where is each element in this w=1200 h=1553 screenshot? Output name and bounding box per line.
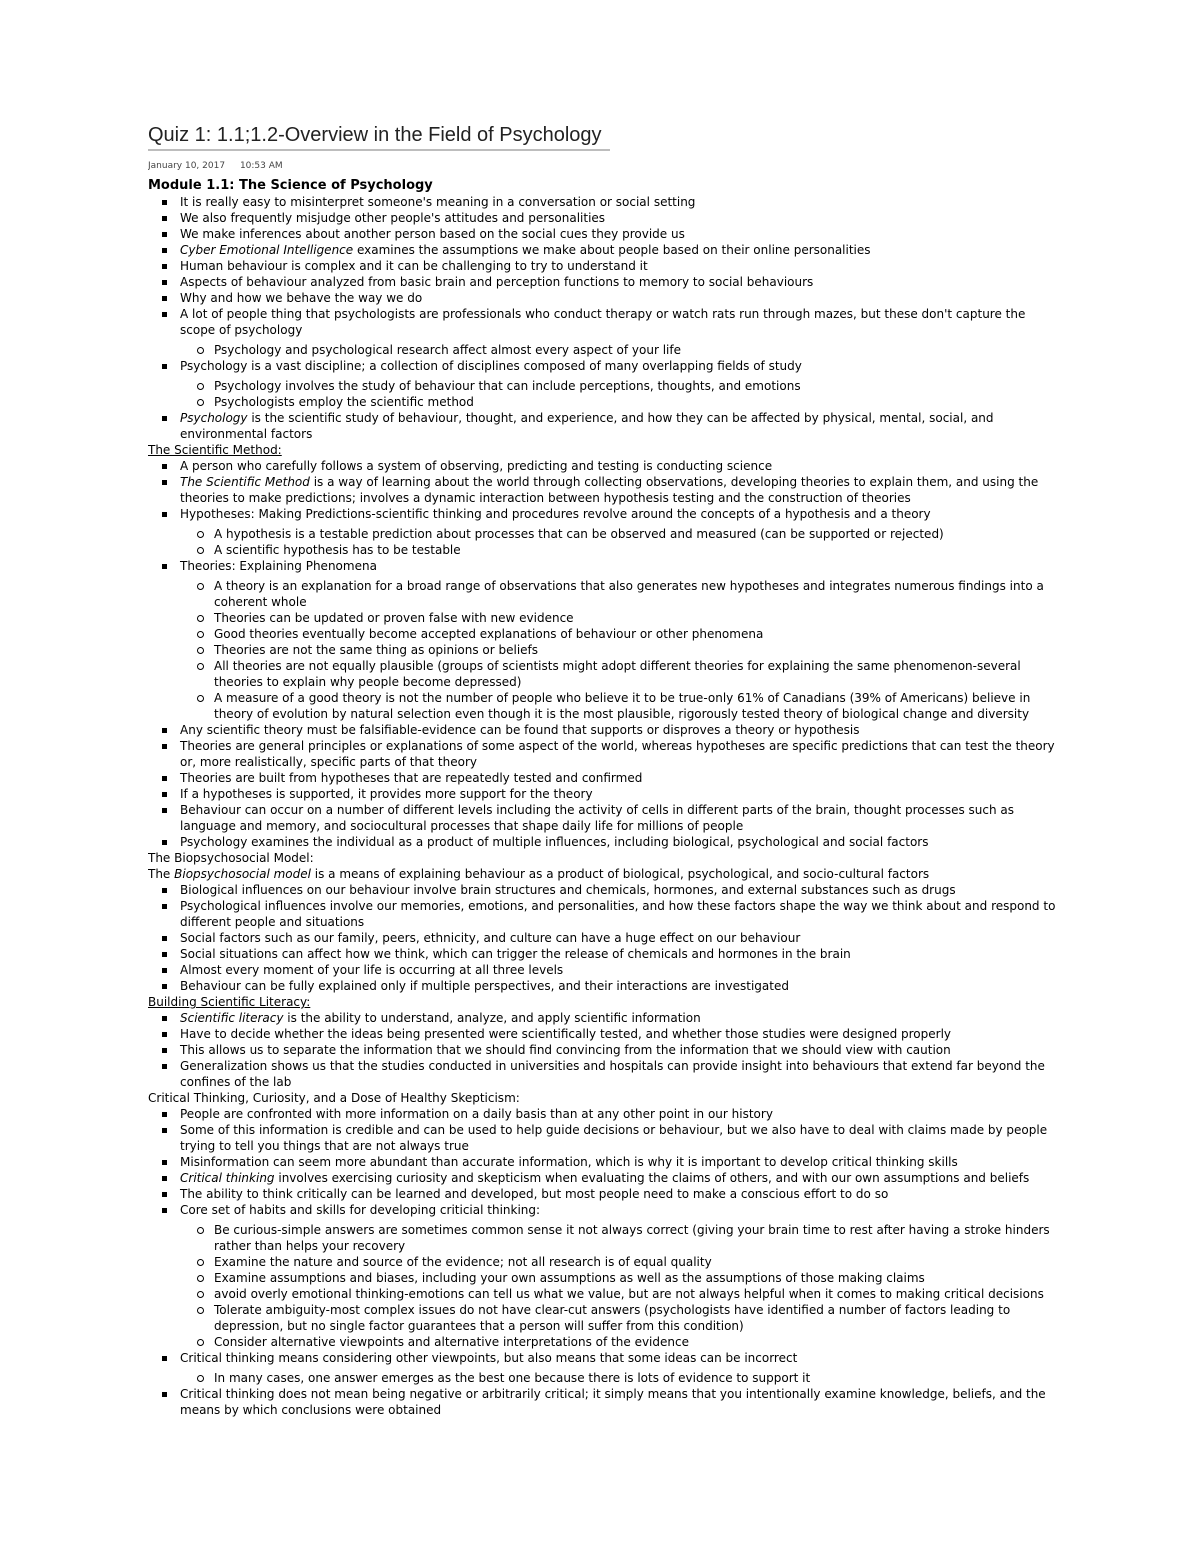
sub-list-line: In many cases, one answer emerges as the best one because there is lots of evidence to support it: [214, 1371, 811, 1385]
list-item: [148, 194, 1094, 210]
list-item-text: The ability to think critically can be learned and developed, but most people need to make a conscious effort to do so: [180, 1187, 889, 1201]
sub-list-item: [148, 1270, 1094, 1286]
def-text: is a means of explaining behaviour as a product of biological, psychological, and socio-cultural factors: [310, 867, 930, 881]
time-text: 10:53 AM: [239, 161, 283, 171]
list-item-text: is a way of learning about the world through collecting observations, developing theories to explain them, and using the: [309, 475, 1039, 489]
sub-list-item: [148, 1222, 1094, 1254]
sub-list-line: Psychology involves the study of behaviour that can include perceptions, thoughts, and emotions: [214, 379, 801, 393]
section-heading-scientific-method: The Scientific Method:: [148, 443, 282, 457]
list-item-continuation: language and memory, and sociocultural processes that shape daily life for millions of people: [180, 819, 744, 833]
sub-list-line: coherent whole: [214, 595, 307, 609]
emphasized-term: Psychology: [180, 411, 248, 425]
list-item-text: A lot of people thing that psychologists are professionals who conduct therapy or watch rats run through mazes, but these don't capture the: [180, 307, 1026, 321]
list-item: [148, 410, 1094, 442]
list-item: [148, 1058, 1094, 1090]
sub-list-item: [148, 378, 1094, 394]
list-item-text: Critical thinking does not mean being negative or arbitrarily critical; it simply means that you intentionally examine knowledge, beliefs, and the: [180, 1387, 1046, 1401]
sublist-container: [148, 1218, 1094, 1350]
sub-list: [148, 526, 1094, 558]
sublist-container: [148, 522, 1094, 558]
sublist-container: [148, 574, 1094, 722]
list-item-text: If a hypotheses is supported, it provides more support for the theory: [180, 787, 593, 801]
list-item: [148, 506, 1094, 522]
list-item-text: This allows us to separate the information that we should find convincing from the information that we should view with caution: [180, 1043, 951, 1057]
sub-list-line: A measure of a good theory is not the number of people who believe it to be true-only 61% of Canadians (39% of Americans) believe in: [214, 691, 1031, 705]
list-item-continuation: theories to make predictions; involves a dynamic interaction between hypothesis testing and the construction of theories: [180, 491, 911, 505]
sub-list: [148, 342, 1094, 358]
sub-list-item: [148, 526, 1094, 542]
section-heading-biopsychosocial: The Biopsychosocial Model:: [148, 851, 314, 865]
list-item: [148, 1386, 1094, 1418]
sub-list-line: A hypothesis is a testable prediction about processes that can be observed and measured (can be supported or rejected): [214, 527, 944, 541]
sub-list-item: [148, 394, 1094, 410]
sub-list-line: A theory is an explanation for a broad range of observations that also generates new hypotheses and integrates numerous findings into a: [214, 579, 1048, 593]
sub-list-item: [148, 1370, 1094, 1386]
list-item: [148, 770, 1094, 786]
emphasized-term: The Scientific Method: [180, 475, 310, 489]
list-item: [148, 458, 1094, 474]
list-item-text: Human behaviour is complex and it can be challenging to try to understand it: [180, 259, 648, 273]
sub-list-line: rather than helps your recovery: [214, 1239, 406, 1253]
list-item-text: Biological influences on our behaviour involve brain structures and chemicals, hormones, and external substances such as drugs: [180, 883, 956, 897]
list-item-text: Generalization shows us that the studies conducted in universities and hospitals can provide insight into behaviours that extend far beyond the: [180, 1059, 1045, 1073]
list-item-continuation: trying to tell you things that are not always true: [180, 1139, 469, 1153]
list-item-text: Have to decide whether the ideas being presented were scientifically tested, and whether those studies were designed properly: [180, 1027, 952, 1041]
list-item-text: Social situations can affect how we think, which can trigger the release of chemicals and hormones in the brain: [180, 947, 851, 961]
list-item: [148, 1010, 1094, 1026]
list-item-text: Core set of habits and skills for developing criticial thinking:: [180, 1203, 541, 1217]
list-item-text: Some of this information is credible and can be used to help guide decisions or behaviour, but we also have to deal with claims made by people: [180, 1123, 1048, 1137]
sub-list-item: [148, 342, 1094, 358]
list-item: [148, 474, 1094, 506]
list-item-text: It is really easy to misinterpret someone's meaning in a conversation or social setting: [180, 195, 696, 209]
module-heading: Module 1.1: The Science of Psychology: [148, 178, 433, 193]
sub-list-line: Theories can be updated or proven false with new evidence: [214, 611, 574, 625]
sub-list-item: [148, 1302, 1094, 1334]
sub-list: [148, 1370, 1094, 1386]
list-item: [148, 258, 1094, 274]
sub-list-line: Theories are not the same thing as opinions or beliefs: [214, 643, 539, 657]
list-item-text: involves exercising curiosity and skepticism when evaluating the claims of others, and with our own assumptions and beliefs: [274, 1171, 1030, 1185]
sub-list-line: theories to explain why people become depressed): [214, 675, 522, 689]
def-prefix: The: [148, 867, 175, 881]
sub-list-line: Consider alternative viewpoints and alternative interpretations of the evidence: [214, 1335, 689, 1349]
list-item: [148, 290, 1094, 306]
list-item-text: Theories are general principles or explanations of some aspect of the world, whereas hypotheses are specific predictions that can test the theory: [180, 739, 1055, 753]
sub-list-line: Good theories eventually become accepted explanations of behaviour or other phenomena: [214, 627, 764, 641]
list-item-text: A person who carefully follows a system of observing, predicting and testing is conducting science: [180, 459, 773, 473]
list-item: [148, 802, 1094, 834]
document-page: [148, 124, 1094, 1418]
list-item-text: Misinformation can seem more abundant than accurate information, which is why it is important to develop critical thinking skills: [180, 1155, 958, 1169]
literacy-list: [148, 1010, 1094, 1090]
sub-list-item: [148, 1286, 1094, 1302]
sub-list-line: Tolerate ambiguity-most complex issues do not have clear-cut answers (psychologists have identified a number of factors leading to: [214, 1303, 1011, 1317]
sub-list-item: [148, 1254, 1094, 1270]
section-heading-literacy: Building Scientific Literacy:: [148, 995, 311, 1009]
sublist-container: [148, 374, 1094, 410]
def-term: Biopsychosocial model: [174, 867, 311, 881]
scientific-method-list: [148, 458, 1094, 850]
emphasized-term: Critical thinking: [180, 1171, 275, 1185]
sub-list: [148, 1222, 1094, 1350]
sub-list-item: [148, 610, 1094, 626]
list-item-continuation: scope of psychology: [180, 323, 303, 337]
list-item-text: We make inferences about another person based on the social cues they provide us: [180, 227, 685, 241]
emphasized-term: Scientific literacy: [180, 1011, 284, 1025]
list-item: [148, 978, 1094, 994]
sub-list: [148, 378, 1094, 410]
list-item: [148, 1170, 1094, 1186]
list-item: [148, 1350, 1094, 1366]
list-item: [148, 242, 1094, 258]
sub-list-line: A scientific hypothesis has to be testable: [214, 543, 461, 557]
list-item: [148, 210, 1094, 226]
sub-list-item: [148, 578, 1094, 610]
list-item-continuation: or, more realistically, specific parts of that theory: [180, 755, 477, 769]
list-item-text: Hypotheses: Making Predictions-scientific thinking and procedures revolve around the concepts of a hypothesis and a theory: [180, 507, 931, 521]
list-item-text: We also frequently misjudge other people's attitudes and personalities: [180, 211, 606, 225]
sub-list-line: Psychology and psychological research affect almost every aspect of your life: [214, 343, 681, 357]
list-item-text: is the scientific study of behaviour, thought, and experience, and how they can be affected by physical, mental, social, and: [247, 411, 994, 425]
list-item: [148, 306, 1094, 338]
list-item: [148, 1026, 1094, 1042]
list-item: [148, 722, 1094, 738]
sub-list-line: Examine assumptions and biases, including your own assumptions as well as the assumptions of those making claims: [214, 1271, 925, 1285]
list-item: [148, 1042, 1094, 1058]
sub-list-line: Psychologists employ the scientific method: [214, 395, 474, 409]
intro-list: [148, 194, 1094, 442]
list-item: [148, 738, 1094, 770]
list-item: [148, 1122, 1094, 1154]
list-item: [148, 274, 1094, 290]
list-item: [148, 226, 1094, 242]
list-item-text: Social factors such as our family, peers, ethnicity, and culture can have a huge effect on our behaviour: [180, 931, 801, 945]
list-item-text: Theories: Explaining Phenomena: [180, 559, 377, 573]
sub-list-line: theory of evolution by natural selection even though it is the most plausible, rigorously tested theory of biological change and diversity: [214, 707, 1030, 721]
list-item: [148, 834, 1094, 850]
list-item: [148, 1186, 1094, 1202]
list-item-text: Why and how we behave the way we do: [180, 291, 423, 305]
list-item-continuation: environmental factors: [180, 427, 313, 441]
list-item-text: examines the assumptions we make about people based on their online personalities: [353, 243, 871, 257]
list-item-text: is the ability to understand, analyze, and apply scientific information: [283, 1011, 701, 1025]
list-item: [148, 1154, 1094, 1170]
section-heading-critical-thinking: Critical Thinking, Curiosity, and a Dose of Healthy Skepticism:: [148, 1091, 520, 1105]
list-item-continuation: confines of the lab: [180, 1075, 292, 1089]
critical-thinking-list: [148, 1106, 1094, 1418]
list-item-text: Psychology examines the individual as a product of multiple influences, including biological, psychological and social factors: [180, 835, 929, 849]
list-item-text: Psychology is a vast discipline; a collection of disciplines composed of many overlapping fields of study: [180, 359, 802, 373]
list-item-continuation: means by which conclusions were obtained: [180, 1403, 442, 1417]
list-item: [148, 898, 1094, 930]
sublist-container: [148, 1366, 1094, 1386]
list-item-continuation: different people and situations: [180, 915, 365, 929]
sub-list-item: [148, 542, 1094, 558]
sub-list-item: [148, 658, 1094, 690]
list-item: [148, 946, 1094, 962]
list-item-text: Theories are built from hypotheses that are repeatedly tested and confirmed: [180, 771, 643, 785]
list-item: [148, 930, 1094, 946]
list-item-text: Psychological influences involve our memories, emotions, and personalities, and how these factors shape the way we think about and respond to: [180, 899, 1056, 913]
sub-list-item: [148, 626, 1094, 642]
list-item-text: People are confronted with more information on a daily basis than at any other point in our history: [180, 1107, 773, 1121]
sub-list-line: depression, but no single factor guarantees that a person will suffer from this condition): [214, 1319, 744, 1333]
list-item-text: Critical thinking means considering other viewpoints, but also means that some ideas can be incorrect: [180, 1351, 798, 1365]
list-item: [148, 962, 1094, 978]
sub-list-line: Be curious-simple answers are sometimes common sense it not always correct (giving your brain time to rest after having a stroke hinders: [214, 1223, 1050, 1237]
list-item-text: Almost every moment of your life is occurring at all three levels: [180, 963, 564, 977]
sublist-container: [148, 338, 1094, 358]
list-item: [148, 882, 1094, 898]
list-item-text: Behaviour can occur on a number of different levels including the activity of cells in different parts of the brain, thought processes such as: [180, 803, 1015, 817]
biopsychosocial-definition: [148, 866, 1094, 882]
page-title: Quiz 1: 1.1;1.2-Overview in the Field of Psychology: [148, 124, 610, 151]
list-item-text: Behaviour can be fully explained only if multiple perspectives, and their interactions are investigated: [180, 979, 789, 993]
sub-list-item: [148, 690, 1094, 722]
list-item: [148, 1106, 1094, 1122]
sub-list-item: [148, 1334, 1094, 1350]
list-item-text: Any scientific theory must be falsifiable-evidence can be found that supports or disproves a theory or hypothesis: [180, 723, 860, 737]
emphasized-term: Cyber Emotional Intelligence: [180, 243, 354, 257]
list-item-text: Aspects of behaviour analyzed from basic brain and perception functions to memory to social behaviours: [180, 275, 814, 289]
list-item: [148, 786, 1094, 802]
list-item: [148, 558, 1094, 574]
list-item: [148, 1202, 1094, 1218]
sub-list-line: All theories are not equally plausible (groups of scientists might adopt different theories for explaining the same phenomenon-several: [214, 659, 1021, 673]
sub-list-line: Examine the nature and source of the evidence; not all research is of equal quality: [214, 1255, 712, 1269]
sub-list: [148, 578, 1094, 722]
sub-list-item: [148, 642, 1094, 658]
timestamp: [148, 161, 1094, 174]
sub-list-line: avoid overly emotional thinking-emotions can tell us what we value, but are not always helpful when it comes to making critical decisions: [214, 1287, 1044, 1301]
biopsychosocial-list: [148, 882, 1094, 994]
date-text: January 10, 2017: [148, 161, 226, 171]
list-item: [148, 358, 1094, 374]
